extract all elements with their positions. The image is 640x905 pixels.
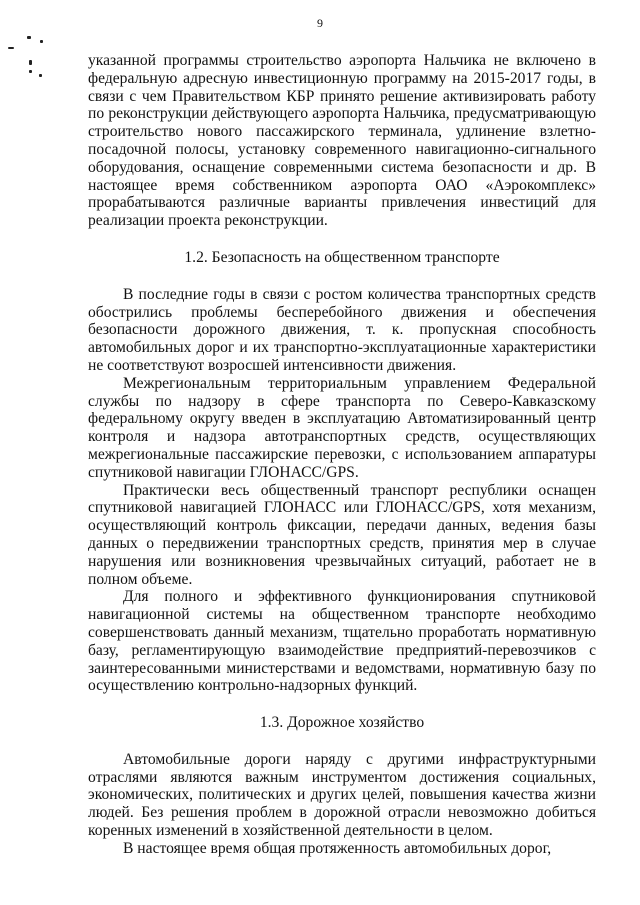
section-heading-safety: 1.2. Безопасность на общественном транспорте — [184, 248, 500, 266]
scan-speck — [8, 47, 14, 49]
paragraph: Автомобильные дороги наряду с другими инфраструктурными отраслями являются важным инструментом достижения социальных, экономических, политических и других целей, повышения качества жизни людей. Без решения проблем в дорожной отрасли невозможно добиться коренных изменений в хозяйственной деятельности в целом. — [88, 750, 596, 840]
paragraph: В последние годы в связи с ростом количества транспортных средств обострились проблемы бесперебойного движения и обеспечения безопасности дорожного движения, т. к. пропускная способность автомобильных дорог и их транспортно-эксплуатационные характеристики не соответствуют возросшей интенсивности движения. — [88, 285, 596, 374]
scan-speck — [40, 40, 43, 43]
paragraph: В настоящее время общая протяженность автомобильных дорог, — [123, 839, 552, 857]
intro-paragraph: указанной программы строительство аэропорта Нальчика не включено в федеральную адресную инвестиционную программу на 2015-2017 годы, в связи с чем Правительством КБР принято решение активизировать работу по реконструкции действующего аэропорта Нальчика, предусматривающую строительство нового пассажирского терминала, удлинение взлетно-посадочной полосы, установку современного навигационно-сигнального оборудования, оснащение современными система безопасности и др. В настоящее время собственником аэропорта ОАО «Аэрокомплекс» прорабатываются различные варианты привлечения инвестиций для реализации проекта реконструкции. — [88, 52, 596, 230]
scan-speck — [39, 74, 42, 77]
scan-speck — [29, 60, 32, 65]
scan-speck — [27, 36, 31, 39]
document-body — [88, 52, 596, 858]
paragraph: Межрегиональным территориальным управлением Федеральной службы по надзору в сфере транспорта по Северо-Кавказскому федеральному округу введен в эксплуатацию Автоматизированный центр контроля и надзора автотранспортных средств, осуществляющих межрегиональные пассажирские перевозки, с использованием аппаратуры спутниковой навигации ГЛОНАСС/GPS. — [88, 374, 596, 481]
scan-speck — [29, 70, 32, 73]
section-heading-roads: 1.3. Дорожное хозяйство — [259, 714, 425, 732]
paragraph: Практически весь общественный транспорт республики оснащен спутниковой навигацией ГЛОНАСС или ГЛОНАСС/GPS, хотя механизм, осуществляющий контроль фиксации, передачи данных, ведения базы данных о передвижении транспортных средств, принятия мер в случае нарушения или возникновения чрезвычайных ситуаций, работает не в полном объеме. — [88, 481, 596, 588]
page-number: 9 — [317, 16, 323, 30]
paragraph: Для полного и эффективного функционирования спутниковой навигационной системы на общественном транспорте необходимо совершенствовать данный механизм, тщательно проработать нормативную базу, регламентирующую взаимодействие предприятий-перевозчиков с заинтересованными министерствами и ведомствами, нормативную базу по осуществлению контрольно-надзорных функций. — [88, 588, 596, 695]
